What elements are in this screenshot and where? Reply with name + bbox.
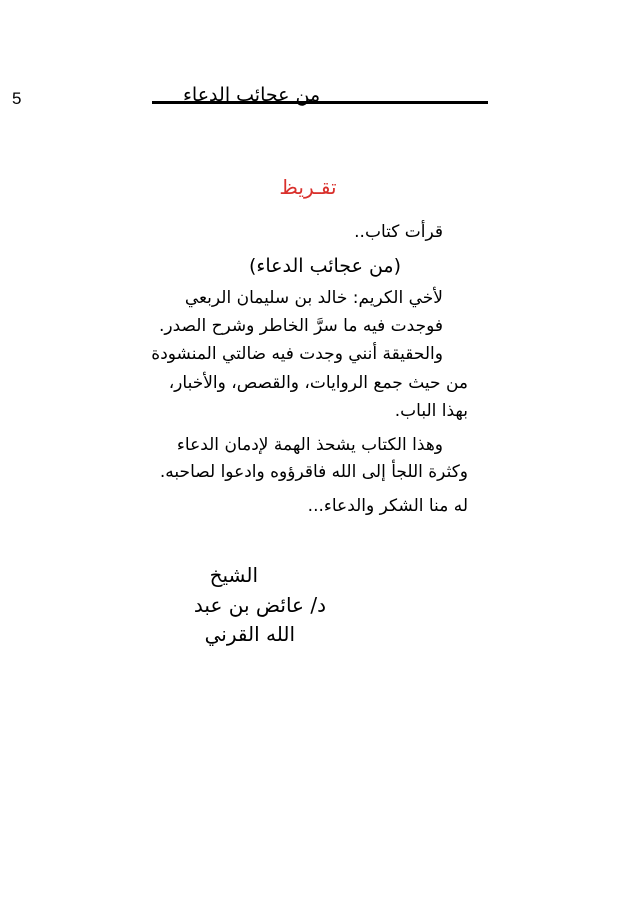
body-line-8: وهذا الكتاب يشحذ الهمة لإدمان الدعاء	[176, 435, 443, 455]
body-line-7: بهذا الباب.	[394, 401, 468, 421]
body-line-10: له منا الشكر والدعاء...	[307, 496, 468, 516]
page-number: 5	[12, 89, 22, 108]
running-header-title: من عجائب الدعاء	[183, 84, 321, 106]
header-rule	[152, 101, 488, 104]
section-title: تقـريظ	[279, 175, 337, 199]
body-line-5: والحقيقة أنني وجدت فيه ضالتي المنشودة	[151, 344, 443, 364]
body-line-9: وكثرة اللجأ إلى الله فاقرؤوه وادعوا لصاحبه.	[159, 462, 468, 482]
body-line-6: من حيث جمع الروايات، والقصص، والأخبار،	[168, 373, 468, 393]
body-line-3: لأخي الكريم: خالد بن سليمان الربعي	[184, 288, 443, 308]
body-line-4: فوجدت فيه ما سرَّ الخاطر وشرح الصدر.	[158, 316, 443, 336]
signature-name-line-2: الله القرني	[204, 622, 295, 646]
signature-title: الشيخ	[209, 563, 258, 587]
book-title: (من عجائب الدعاء)	[249, 255, 401, 277]
signature-name-line-1: د/ عائض بن عبد	[193, 593, 326, 617]
body-line-1: قرأت كتاب..	[354, 222, 443, 242]
